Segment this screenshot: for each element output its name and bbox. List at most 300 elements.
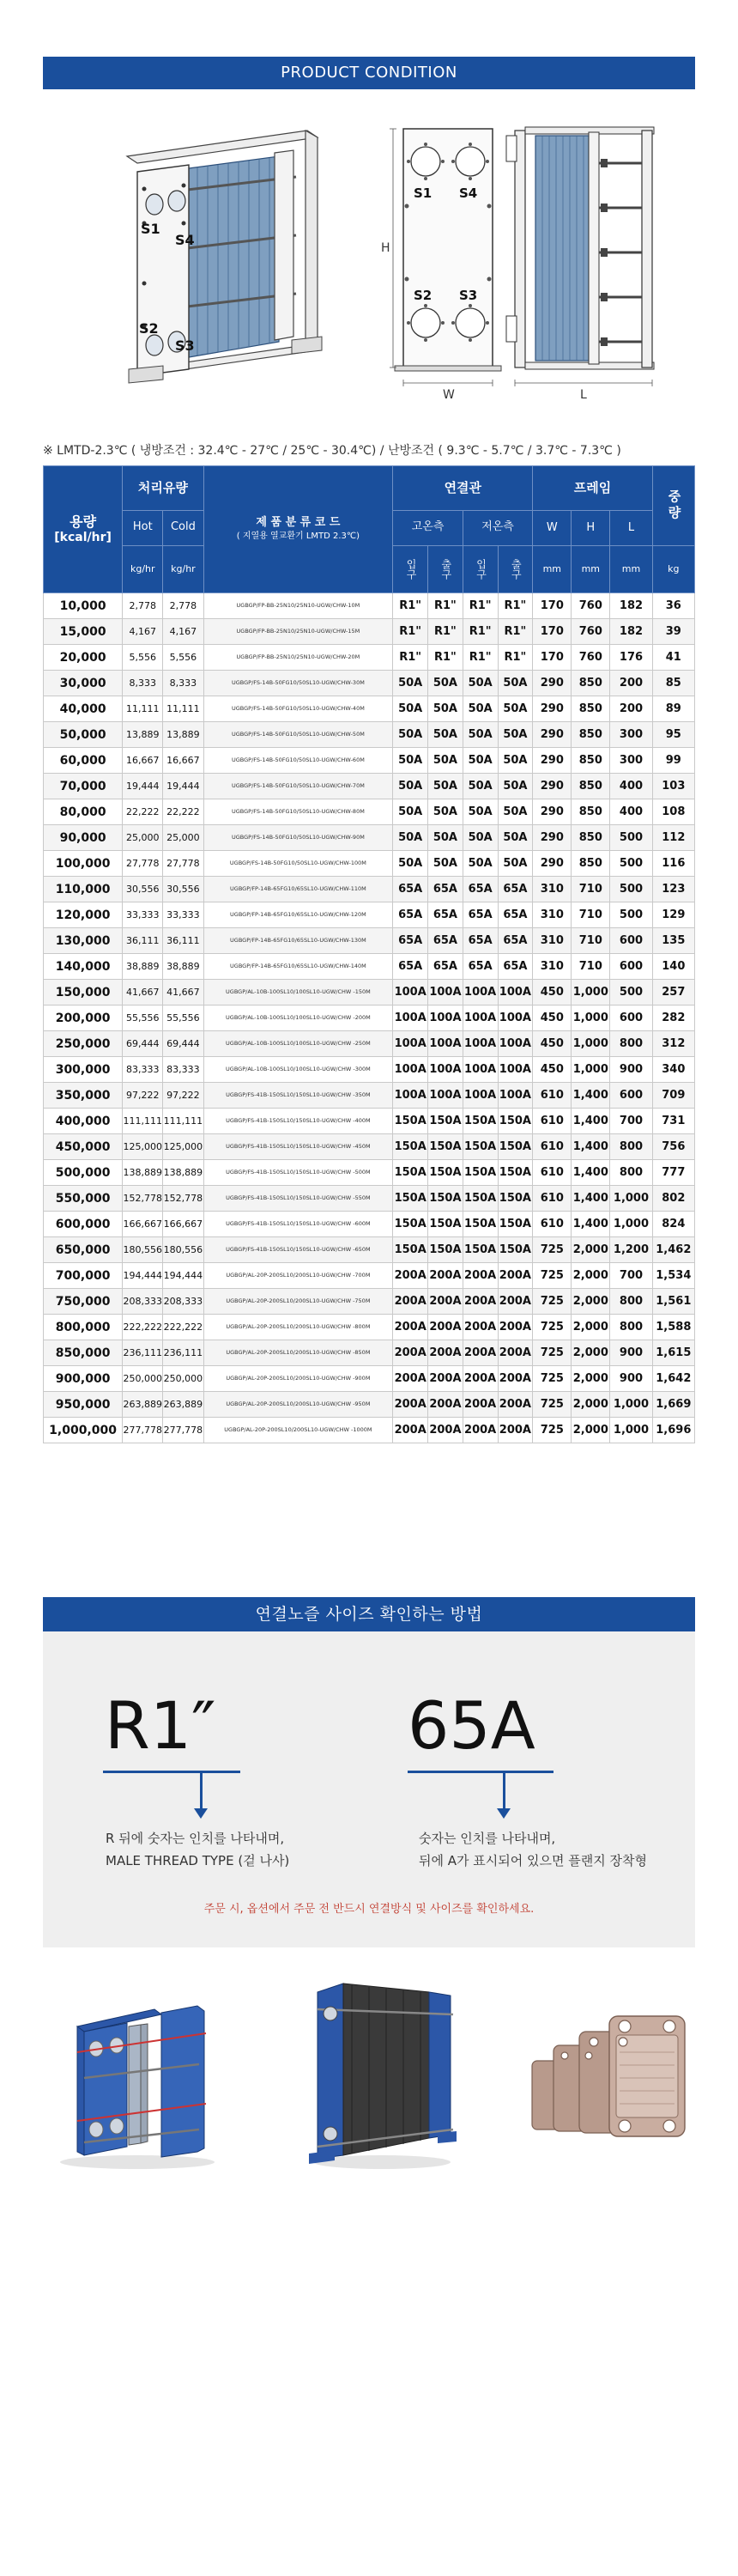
cell-high-outlet: 150A bbox=[428, 1212, 463, 1237]
flange-underline bbox=[408, 1771, 554, 1773]
cell-product-code: UGBGP/FP-BB-25N10/25N10-UGW/CHW-15M bbox=[203, 619, 393, 645]
cell-high-outlet: 150A bbox=[428, 1237, 463, 1263]
cell-low-outlet: 100A bbox=[498, 1031, 533, 1057]
cell-frame-l: 200 bbox=[610, 671, 652, 696]
cell-high-outlet: 50A bbox=[428, 799, 463, 825]
cell-frame-h: 710 bbox=[572, 954, 610, 980]
cell-capacity: 20,000 bbox=[44, 645, 123, 671]
cell-frame-w: 290 bbox=[533, 671, 572, 696]
cell-product-code: UGBGP/AL-20P-200SL10/200SL10-UGW/CHW -750M bbox=[203, 1289, 393, 1315]
header-frame-h bbox=[572, 511, 610, 593]
cell-weight: 1,588 bbox=[652, 1315, 694, 1340]
cell-frame-l: 900 bbox=[610, 1366, 652, 1392]
table-row bbox=[44, 1057, 695, 1083]
cell-high-inlet: 150A bbox=[393, 1212, 428, 1237]
dimension-label-w: W bbox=[443, 388, 455, 402]
cell-low-inlet: 100A bbox=[463, 1031, 498, 1057]
cell-hot-flow: 41,667 bbox=[123, 980, 163, 1005]
header-w-unit: mm bbox=[542, 563, 562, 574]
cell-product-code: UGBGP/FS-14B-50FG10/50SL10-UGW/CHW-40M bbox=[203, 696, 393, 722]
cell-cold-flow: 180,556 bbox=[163, 1237, 203, 1263]
cell-high-outlet: 200A bbox=[428, 1315, 463, 1340]
cell-frame-l: 900 bbox=[610, 1340, 652, 1366]
cell-frame-l: 800 bbox=[610, 1031, 652, 1057]
cell-high-inlet: 200A bbox=[393, 1366, 428, 1392]
cell-frame-l: 400 bbox=[610, 799, 652, 825]
cell-capacity: 150,000 bbox=[44, 980, 123, 1005]
cell-capacity: 70,000 bbox=[44, 774, 123, 799]
cell-weight: 1,615 bbox=[652, 1340, 694, 1366]
cell-weight: 802 bbox=[652, 1186, 694, 1212]
cell-frame-h: 1,000 bbox=[572, 1057, 610, 1083]
cell-cold-flow: 41,667 bbox=[163, 980, 203, 1005]
cell-high-inlet: 50A bbox=[393, 748, 428, 774]
cell-cold-flow: 83,333 bbox=[163, 1057, 203, 1083]
cell-weight: 116 bbox=[652, 851, 694, 877]
cell-product-code: UGBGP/FS-14B-50FG10/50SL10-UGW/CHW-80M bbox=[203, 799, 393, 825]
table-row bbox=[44, 619, 695, 645]
cell-low-inlet: 150A bbox=[463, 1160, 498, 1186]
cell-low-outlet: 150A bbox=[498, 1134, 533, 1160]
cell-high-outlet: 50A bbox=[428, 748, 463, 774]
thread-size-example: R1″ bbox=[105, 1687, 216, 1764]
header-code-title: 제 품 분 류 코 드 bbox=[256, 515, 341, 529]
cell-high-inlet: 65A bbox=[393, 877, 428, 902]
cell-frame-l: 600 bbox=[610, 1083, 652, 1109]
cell-frame-w: 170 bbox=[533, 619, 572, 645]
cell-capacity: 130,000 bbox=[44, 928, 123, 954]
cell-frame-l: 1,000 bbox=[610, 1418, 652, 1443]
cell-frame-l: 900 bbox=[610, 1057, 652, 1083]
cell-frame-w: 610 bbox=[533, 1186, 572, 1212]
cell-frame-w: 290 bbox=[533, 851, 572, 877]
cell-hot-flow: 4,167 bbox=[123, 619, 163, 645]
cell-frame-h: 850 bbox=[572, 671, 610, 696]
header-hot-unit: kg/hr bbox=[123, 545, 163, 592]
cell-frame-h: 1,400 bbox=[572, 1134, 610, 1160]
cell-cold-flow: 22,222 bbox=[163, 799, 203, 825]
cell-frame-l: 1,200 bbox=[610, 1237, 652, 1263]
cell-frame-w: 725 bbox=[533, 1340, 572, 1366]
cell-frame-l: 500 bbox=[610, 980, 652, 1005]
cell-low-outlet: 65A bbox=[498, 902, 533, 928]
cell-capacity: 140,000 bbox=[44, 954, 123, 980]
cell-high-outlet: 50A bbox=[428, 774, 463, 799]
cell-product-code: UGBGP/FS-41B-150SL10/150SL10-UGW/CHW -650M bbox=[203, 1237, 393, 1263]
header-h-label: H bbox=[572, 511, 609, 546]
cell-frame-w: 450 bbox=[533, 980, 572, 1005]
cell-high-outlet: 50A bbox=[428, 722, 463, 748]
cell-product-code: UGBGP/AL-20P-200SL10/200SL10-UGW/CHW -700M bbox=[203, 1263, 393, 1289]
thread-underline bbox=[103, 1771, 240, 1773]
cell-weight: 135 bbox=[652, 928, 694, 954]
cell-low-outlet: 100A bbox=[498, 1057, 533, 1083]
cell-low-inlet: 200A bbox=[463, 1418, 498, 1443]
cell-low-inlet: 50A bbox=[463, 851, 498, 877]
thread-description bbox=[106, 1827, 289, 1872]
cell-frame-w: 610 bbox=[533, 1134, 572, 1160]
cell-product-code: UGBGP/FP-14B-65FG10/65SL10-UGW/CHW-140M bbox=[203, 954, 393, 980]
cell-weight: 312 bbox=[652, 1031, 694, 1057]
cell-frame-l: 1,000 bbox=[610, 1186, 652, 1212]
cell-high-inlet: 200A bbox=[393, 1418, 428, 1443]
cell-capacity: 1,000,000 bbox=[44, 1418, 123, 1443]
cell-frame-l: 600 bbox=[610, 1005, 652, 1031]
cell-frame-h: 1,400 bbox=[572, 1212, 610, 1237]
cell-low-outlet: 50A bbox=[498, 799, 533, 825]
cell-capacity: 950,000 bbox=[44, 1392, 123, 1418]
table-row bbox=[44, 1418, 695, 1443]
cell-product-code: UGBGP/AL-10B-100SL10/100SL10-UGW/CHW -250M bbox=[203, 1031, 393, 1057]
cell-high-outlet: 100A bbox=[428, 1005, 463, 1031]
port-label-s2: S2 bbox=[139, 320, 159, 337]
cell-low-outlet: 200A bbox=[498, 1315, 533, 1340]
header-frame-w bbox=[533, 511, 572, 593]
cell-frame-h: 850 bbox=[572, 799, 610, 825]
cell-frame-w: 610 bbox=[533, 1083, 572, 1109]
cell-product-code: UGBGP/FP-14B-65FG10/65SL10-UGW/CHW-130M bbox=[203, 928, 393, 954]
cell-high-outlet: 100A bbox=[428, 980, 463, 1005]
cell-weight: 824 bbox=[652, 1212, 694, 1237]
cell-frame-h: 760 bbox=[572, 645, 610, 671]
cell-frame-l: 176 bbox=[610, 645, 652, 671]
header-capacity-label: 용량 bbox=[70, 513, 97, 530]
cell-low-inlet: 100A bbox=[463, 1083, 498, 1109]
cell-weight: 89 bbox=[652, 696, 694, 722]
cell-hot-flow: 138,889 bbox=[123, 1160, 163, 1186]
cell-product-code: UGBGP/AL-20P-200SL10/200SL10-UGW/CHW -800M bbox=[203, 1315, 393, 1340]
cell-low-outlet: 200A bbox=[498, 1263, 533, 1289]
cell-product-code: UGBGP/FS-41B-150SL10/150SL10-UGW/CHW -500M bbox=[203, 1160, 393, 1186]
cell-weight: 85 bbox=[652, 671, 694, 696]
cell-high-outlet: 100A bbox=[428, 1031, 463, 1057]
cell-low-inlet: 50A bbox=[463, 671, 498, 696]
header-l-label: L bbox=[610, 511, 651, 546]
cell-frame-h: 710 bbox=[572, 902, 610, 928]
cell-capacity: 90,000 bbox=[44, 825, 123, 851]
cell-low-outlet: 200A bbox=[498, 1340, 533, 1366]
cell-capacity: 700,000 bbox=[44, 1263, 123, 1289]
cell-high-inlet: 200A bbox=[393, 1289, 428, 1315]
cell-product-code: UGBGP/FS-14B-50FG10/50SL10-UGW/CHW-30M bbox=[203, 671, 393, 696]
cell-weight: 39 bbox=[652, 619, 694, 645]
cell-high-inlet: 50A bbox=[393, 696, 428, 722]
cell-frame-w: 310 bbox=[533, 902, 572, 928]
cell-low-outlet: 50A bbox=[498, 825, 533, 851]
cell-capacity: 900,000 bbox=[44, 1366, 123, 1392]
cell-frame-h: 850 bbox=[572, 851, 610, 877]
product-photo-gasket-plates bbox=[515, 2001, 695, 2147]
cell-frame-h: 1,000 bbox=[572, 980, 610, 1005]
cell-capacity: 10,000 bbox=[44, 593, 123, 619]
table-row bbox=[44, 1237, 695, 1263]
cell-low-outlet: 150A bbox=[498, 1160, 533, 1186]
cell-hot-flow: 125,000 bbox=[123, 1134, 163, 1160]
cell-weight: 123 bbox=[652, 877, 694, 902]
cell-high-outlet: 65A bbox=[428, 954, 463, 980]
cell-capacity: 50,000 bbox=[44, 722, 123, 748]
cell-high-inlet: 200A bbox=[393, 1392, 428, 1418]
cell-frame-w: 310 bbox=[533, 928, 572, 954]
port-label-s4: S4 bbox=[175, 232, 195, 248]
cell-low-outlet: 65A bbox=[498, 877, 533, 902]
table-row bbox=[44, 1263, 695, 1289]
cell-frame-w: 450 bbox=[533, 1005, 572, 1031]
cell-cold-flow: 25,000 bbox=[163, 825, 203, 851]
cell-low-inlet: R1" bbox=[463, 593, 498, 619]
cell-product-code: UGBGP/AL-20P-200SL10/200SL10-UGW/CHW -850M bbox=[203, 1340, 393, 1366]
cell-product-code: UGBGP/FP-14B-65FG10/65SL10-UGW/CHW-110M bbox=[203, 877, 393, 902]
cell-cold-flow: 138,889 bbox=[163, 1160, 203, 1186]
cell-cold-flow: 11,111 bbox=[163, 696, 203, 722]
cell-high-inlet: 50A bbox=[393, 774, 428, 799]
table-row bbox=[44, 748, 695, 774]
flange-arrow-line bbox=[503, 1771, 505, 1810]
cell-capacity: 650,000 bbox=[44, 1237, 123, 1263]
cell-hot-flow: 13,889 bbox=[123, 722, 163, 748]
cell-cold-flow: 36,111 bbox=[163, 928, 203, 954]
cell-frame-w: 290 bbox=[533, 799, 572, 825]
cell-cold-flow: 69,444 bbox=[163, 1031, 203, 1057]
cell-frame-w: 170 bbox=[533, 593, 572, 619]
cell-frame-w: 725 bbox=[533, 1418, 572, 1443]
cell-capacity: 40,000 bbox=[44, 696, 123, 722]
cell-low-outlet: 150A bbox=[498, 1109, 533, 1134]
cell-capacity: 550,000 bbox=[44, 1186, 123, 1212]
cell-cold-flow: 208,333 bbox=[163, 1289, 203, 1315]
cell-high-outlet: 65A bbox=[428, 877, 463, 902]
cell-frame-h: 710 bbox=[572, 877, 610, 902]
cell-frame-h: 760 bbox=[572, 619, 610, 645]
header-weight-unit: kg bbox=[652, 545, 694, 592]
cell-high-outlet: 50A bbox=[428, 825, 463, 851]
cell-hot-flow: 25,000 bbox=[123, 825, 163, 851]
cell-product-code: UGBGP/FS-14B-50FG10/50SL10-UGW/CHW-70M bbox=[203, 774, 393, 799]
cell-cold-flow: 236,111 bbox=[163, 1340, 203, 1366]
table-row bbox=[44, 1134, 695, 1160]
cell-high-inlet: R1" bbox=[393, 619, 428, 645]
cell-weight: 99 bbox=[652, 748, 694, 774]
cell-weight: 41 bbox=[652, 645, 694, 671]
cell-high-outlet: 50A bbox=[428, 671, 463, 696]
table-row bbox=[44, 722, 695, 748]
cell-product-code: UGBGP/AL-20P-200SL10/200SL10-UGW/CHW -950M bbox=[203, 1392, 393, 1418]
cell-frame-h: 850 bbox=[572, 722, 610, 748]
cell-low-inlet: 100A bbox=[463, 980, 498, 1005]
cell-cold-flow: 222,222 bbox=[163, 1315, 203, 1340]
cell-low-inlet: 100A bbox=[463, 1005, 498, 1031]
cell-frame-h: 1,400 bbox=[572, 1160, 610, 1186]
cell-hot-flow: 194,444 bbox=[123, 1263, 163, 1289]
cell-low-outlet: 200A bbox=[498, 1366, 533, 1392]
cell-low-inlet: 150A bbox=[463, 1109, 498, 1134]
cell-low-inlet: 65A bbox=[463, 954, 498, 980]
table-row bbox=[44, 1160, 695, 1186]
flange-arrow-head bbox=[497, 1808, 511, 1819]
thread-arrow-head bbox=[194, 1808, 208, 1819]
cell-product-code: UGBGP/AL-20P-200SL10/200SL10-UGW/CHW -1000M bbox=[203, 1418, 393, 1443]
cell-low-inlet: 200A bbox=[463, 1392, 498, 1418]
cell-hot-flow: 30,556 bbox=[123, 877, 163, 902]
cell-frame-h: 760 bbox=[572, 593, 610, 619]
cell-low-inlet: 200A bbox=[463, 1340, 498, 1366]
header-w-label: W bbox=[533, 511, 571, 546]
cell-low-outlet: 100A bbox=[498, 1005, 533, 1031]
cell-low-inlet: 50A bbox=[463, 774, 498, 799]
cell-cold-flow: 30,556 bbox=[163, 877, 203, 902]
cell-frame-w: 290 bbox=[533, 722, 572, 748]
cell-high-inlet: R1" bbox=[393, 593, 428, 619]
port-label-s4: S4 bbox=[459, 185, 478, 201]
cell-frame-w: 290 bbox=[533, 825, 572, 851]
cell-low-outlet: R1" bbox=[498, 593, 533, 619]
cell-low-inlet: 150A bbox=[463, 1237, 498, 1263]
cell-low-inlet: 50A bbox=[463, 696, 498, 722]
cell-frame-l: 300 bbox=[610, 748, 652, 774]
port-label-s2: S2 bbox=[414, 288, 433, 303]
cell-low-inlet: 200A bbox=[463, 1263, 498, 1289]
table-row bbox=[44, 1366, 695, 1392]
cell-capacity: 300,000 bbox=[44, 1057, 123, 1083]
cell-low-outlet: 50A bbox=[498, 774, 533, 799]
flange-description-line2: 뒤에 A가 표시되어 있으면 플랜지 장착형 bbox=[419, 1853, 647, 1868]
cell-frame-w: 725 bbox=[533, 1237, 572, 1263]
cell-frame-l: 1,000 bbox=[610, 1392, 652, 1418]
cell-frame-l: 500 bbox=[610, 902, 652, 928]
cell-capacity: 450,000 bbox=[44, 1134, 123, 1160]
thread-description-line1: R 뒤에 숫자는 인치를 나타내며, bbox=[106, 1831, 285, 1846]
table-row bbox=[44, 774, 695, 799]
header-connection: 연결관 bbox=[393, 466, 533, 511]
cell-low-outlet: R1" bbox=[498, 619, 533, 645]
cell-frame-l: 200 bbox=[610, 696, 652, 722]
header-h-unit: mm bbox=[581, 563, 601, 574]
header-flow: 처리유량 bbox=[123, 466, 203, 511]
cell-high-outlet: 150A bbox=[428, 1160, 463, 1186]
cell-high-inlet: 100A bbox=[393, 1005, 428, 1031]
cell-capacity: 500,000 bbox=[44, 1160, 123, 1186]
cell-high-inlet: 50A bbox=[393, 799, 428, 825]
table-row bbox=[44, 902, 695, 928]
cell-product-code: UGBGP/FP-14B-65FG10/65SL10-UGW/CHW-120M bbox=[203, 902, 393, 928]
cell-cold-flow: 166,667 bbox=[163, 1212, 203, 1237]
cell-hot-flow: 22,222 bbox=[123, 799, 163, 825]
cell-high-outlet: 200A bbox=[428, 1340, 463, 1366]
cell-high-inlet: R1" bbox=[393, 645, 428, 671]
header-capacity bbox=[44, 466, 123, 593]
cell-product-code: UGBGP/AL-10B-100SL10/100SL10-UGW/CHW -150M bbox=[203, 980, 393, 1005]
cell-high-inlet: 65A bbox=[393, 902, 428, 928]
cell-hot-flow: 8,333 bbox=[123, 671, 163, 696]
cell-capacity: 400,000 bbox=[44, 1109, 123, 1134]
cell-frame-w: 725 bbox=[533, 1289, 572, 1315]
cell-hot-flow: 55,556 bbox=[123, 1005, 163, 1031]
port-label-s1: S1 bbox=[141, 221, 160, 237]
table-row bbox=[44, 928, 695, 954]
cell-cold-flow: 5,556 bbox=[163, 645, 203, 671]
cell-cold-flow: 125,000 bbox=[163, 1134, 203, 1160]
cell-high-outlet: 200A bbox=[428, 1263, 463, 1289]
cell-low-outlet: 50A bbox=[498, 748, 533, 774]
cell-low-outlet: 50A bbox=[498, 851, 533, 877]
cell-frame-h: 850 bbox=[572, 825, 610, 851]
cell-frame-l: 500 bbox=[610, 851, 652, 877]
cell-cold-flow: 8,333 bbox=[163, 671, 203, 696]
cell-frame-h: 2,000 bbox=[572, 1366, 610, 1392]
cell-high-outlet: 65A bbox=[428, 902, 463, 928]
header-l-unit: mm bbox=[621, 563, 641, 574]
cell-weight: 1,462 bbox=[652, 1237, 694, 1263]
cell-high-outlet: 50A bbox=[428, 851, 463, 877]
cell-cold-flow: 263,889 bbox=[163, 1392, 203, 1418]
header-low-outlet: 출구 bbox=[498, 545, 533, 592]
header-high-outlet: 출구 bbox=[428, 545, 463, 592]
cell-hot-flow: 180,556 bbox=[123, 1237, 163, 1263]
cell-frame-w: 450 bbox=[533, 1057, 572, 1083]
cell-low-inlet: 65A bbox=[463, 877, 498, 902]
cell-high-inlet: 200A bbox=[393, 1315, 428, 1340]
cell-product-code: UGBGP/FS-14B-50FG10/50SL10-UGW/CHW-60M bbox=[203, 748, 393, 774]
cell-low-inlet: 200A bbox=[463, 1315, 498, 1340]
cell-low-inlet: 200A bbox=[463, 1366, 498, 1392]
thread-description-line2: MALE THREAD TYPE (겉 나사) bbox=[106, 1853, 290, 1868]
cell-hot-flow: 222,222 bbox=[123, 1315, 163, 1340]
table-row bbox=[44, 1083, 695, 1109]
cell-weight: 36 bbox=[652, 593, 694, 619]
cell-low-inlet: 150A bbox=[463, 1212, 498, 1237]
cell-frame-w: 725 bbox=[533, 1315, 572, 1340]
cell-hot-flow: 69,444 bbox=[123, 1031, 163, 1057]
table-row bbox=[44, 799, 695, 825]
header-weight: 중량 bbox=[652, 466, 694, 546]
cell-high-outlet: 150A bbox=[428, 1186, 463, 1212]
cell-weight: 1,561 bbox=[652, 1289, 694, 1315]
cell-high-outlet: 150A bbox=[428, 1134, 463, 1160]
cell-hot-flow: 19,444 bbox=[123, 774, 163, 799]
cell-hot-flow: 38,889 bbox=[123, 954, 163, 980]
table-row bbox=[44, 1212, 695, 1237]
cell-product-code: UGBGP/FS-41B-150SL10/150SL10-UGW/CHW -450M bbox=[203, 1134, 393, 1160]
cell-hot-flow: 36,111 bbox=[123, 928, 163, 954]
cell-low-outlet: 200A bbox=[498, 1418, 533, 1443]
cell-low-outlet: 100A bbox=[498, 980, 533, 1005]
cell-low-outlet: R1" bbox=[498, 645, 533, 671]
cell-frame-l: 800 bbox=[610, 1315, 652, 1340]
cell-frame-l: 600 bbox=[610, 954, 652, 980]
cell-low-outlet: 150A bbox=[498, 1212, 533, 1237]
cell-product-code: UGBGP/FS-14B-50FG10/50SL10-UGW/CHW-50M bbox=[203, 722, 393, 748]
cell-capacity: 15,000 bbox=[44, 619, 123, 645]
cell-frame-h: 850 bbox=[572, 748, 610, 774]
cell-low-outlet: 200A bbox=[498, 1289, 533, 1315]
cell-low-outlet: 150A bbox=[498, 1237, 533, 1263]
cell-product-code: UGBGP/FS-41B-150SL10/150SL10-UGW/CHW -350M bbox=[203, 1083, 393, 1109]
cell-cold-flow: 55,556 bbox=[163, 1005, 203, 1031]
cell-low-inlet: R1" bbox=[463, 619, 498, 645]
header-hot: Hot bbox=[123, 511, 163, 546]
cell-frame-l: 182 bbox=[610, 619, 652, 645]
cell-cold-flow: 250,000 bbox=[163, 1366, 203, 1392]
header-low-inlet: 입구 bbox=[463, 545, 498, 592]
cell-hot-flow: 277,778 bbox=[123, 1418, 163, 1443]
cell-hot-flow: 208,333 bbox=[123, 1289, 163, 1315]
dimension-label-l: L bbox=[580, 388, 587, 402]
cell-high-outlet: 200A bbox=[428, 1366, 463, 1392]
header-code-subtitle: ( 지열용 열교환기 LMTD 2.3℃) bbox=[236, 531, 360, 541]
cell-cold-flow: 16,667 bbox=[163, 748, 203, 774]
cell-frame-h: 1,400 bbox=[572, 1083, 610, 1109]
product-photo-assembled bbox=[300, 1975, 463, 2172]
